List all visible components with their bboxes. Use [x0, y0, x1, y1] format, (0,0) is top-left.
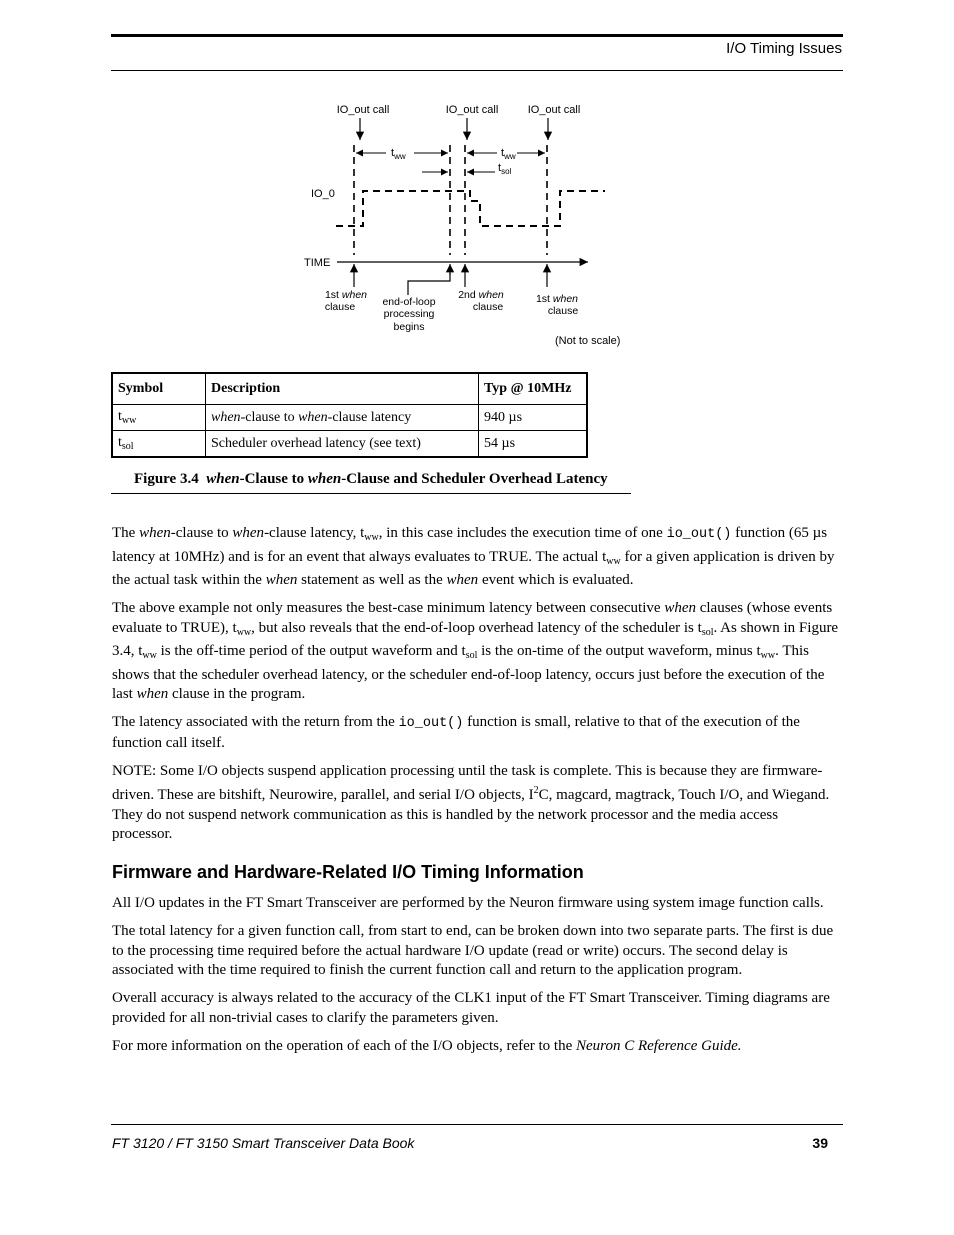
not-to-scale-note: (Not to scale): [555, 335, 621, 347]
figure-caption-rule: [111, 493, 631, 494]
io-out-call-label-2: IO_out call: [445, 104, 499, 116]
first-when-clause-label-2: clause: [324, 301, 356, 313]
paragraph-best-case: The above example not only measures the best-case minimum latency between consecutive when clauses (whose events evaluate to TRUE), $t_{ww}$, but also reveals that the end-of-loop overhead latency of the scheduler is $t_{sol}$. As shown in Figure 3.4, $t_{ww}$ is the off-time period of the output waveform and $t_{sol}$ is the on-time of the output waveform, minus $t_{ww}$. This shows that the scheduler overhead latency, or the scheduler end-of-loop latency, occurs just before the execution of the last when clause in the program.: [112, 600, 839, 702]
header-rule-top: [111, 34, 843, 37]
table-row: [112, 431, 587, 458]
paragraph-more-info: For more information on the operation of each of the I/O objects, refer to the Neuron C Reference Guide.: [112, 1037, 742, 1054]
table-cell-description: Scheduler overhead latency (see text): [206, 431, 479, 458]
table-header-typ: Typ @ 10MHz: [479, 373, 588, 405]
io0-label: IO_0: [311, 188, 335, 200]
paragraph-io-updates: All I/O updates in the FT Smart Transceiver are performed by the Neuron firmware using system image function calls.: [112, 895, 824, 911]
tsol-label: $t_{sol}$: [498, 162, 512, 176]
table-header-description: Description: [206, 373, 479, 405]
table-header-row: [112, 373, 587, 405]
third-when-clause-label: 1st when: [535, 293, 579, 305]
table-cell-value: 940 µs: [479, 405, 588, 431]
eol-label-1: end-of-loop: [382, 296, 436, 308]
paragraph-accuracy: Overall accuracy is always related to the accuracy of the CLK1 input of the FT Smart Transceiver. Timing diagrams are provided for all non-trivial cases to clarify the parameters given.: [112, 990, 830, 1026]
section-heading: Firmware and Hardware-Related I/O Timing Information: [112, 862, 584, 882]
tww-label-1: $t_{ww}$: [391, 147, 406, 161]
time-axis-label: TIME: [304, 257, 331, 269]
running-header-title: I/O Timing Issues: [726, 40, 842, 57]
tww-label-2: $t_{ww}$: [501, 147, 516, 161]
eol-label-3: begins: [393, 321, 425, 333]
paragraph-note: NOTE: Some I/O objects suspend application processing until the task is complete. This is because they are firmware-driven. These are bitshift, Neurowire, parallel, and serial I/O objects, $I^2C$, magcard, magtrack, Touch I/O, and Wiegand. They do not suspend network communication as this is handled by the network processor and the media access processor.: [112, 762, 830, 842]
header-rule-bottom: [111, 70, 843, 71]
paragraph-total-latency: The total latency for a given function call, from start to end, can be broken down into two separate parts. The first is due to the processing time required before the actual hardware I/O update (read or write) occurs. The second delay is associated with the time required to finish the current function call and return to the application program.: [112, 923, 834, 978]
footer-rule: [111, 1124, 843, 1125]
eol-arrow-line: [408, 273, 450, 295]
figure-caption: Figure 3.4 when-Clause to when-Clause and Scheduler Overhead Latency: [134, 471, 608, 487]
table-cell-symbol: $t_{sol}$: [112, 431, 206, 458]
body-text-block-1: [112, 524, 840, 853]
io0-waveform: [336, 191, 605, 226]
io-out-call-label-3: IO_out call: [527, 104, 581, 116]
table-cell-symbol: $t_{ww}$: [112, 405, 206, 431]
timing-symbols-table: [111, 372, 588, 458]
second-when-clause-label: 2nd when: [458, 289, 504, 301]
table-cell-value: 54 µs: [479, 431, 588, 458]
table-header-symbol: Symbol: [112, 373, 206, 405]
body-text-block-2: [112, 894, 840, 1065]
table-cell-description: when-clause to when-clause latency: [206, 405, 479, 431]
third-when-clause-label-2: clause: [547, 305, 579, 317]
paragraph-when-latency: The when-clause to when-clause latency, $t_{ww}$, in this case includes the execution time of one io_out() function (65 µs latency at 10MHz) and is for an event that always evaluates to TRUE. The actual $t_{ww}$ for a given application is driven by the actual task within the when statement as well as the when event which is evaluated.: [112, 525, 835, 588]
second-when-clause-label-2: clause: [472, 301, 504, 313]
timing-diagram: [290, 95, 650, 355]
reference-guide-title: Neuron C Reference Guide.: [576, 1037, 742, 1054]
footer-page-number: 39: [812, 1135, 828, 1151]
eol-label-2: processing: [383, 308, 435, 320]
io-out-call-label-1: IO_out call: [336, 104, 390, 116]
table-row: [112, 405, 587, 431]
first-when-clause-label: 1st when: [324, 289, 368, 301]
footer-book-title: FT 3120 / FT 3150 Smart Transceiver Data Book: [112, 1135, 415, 1151]
paragraph-return-latency: The latency associated with the return from the io_out() function is small, relative to that of the execution of the function call itself.: [112, 714, 800, 751]
